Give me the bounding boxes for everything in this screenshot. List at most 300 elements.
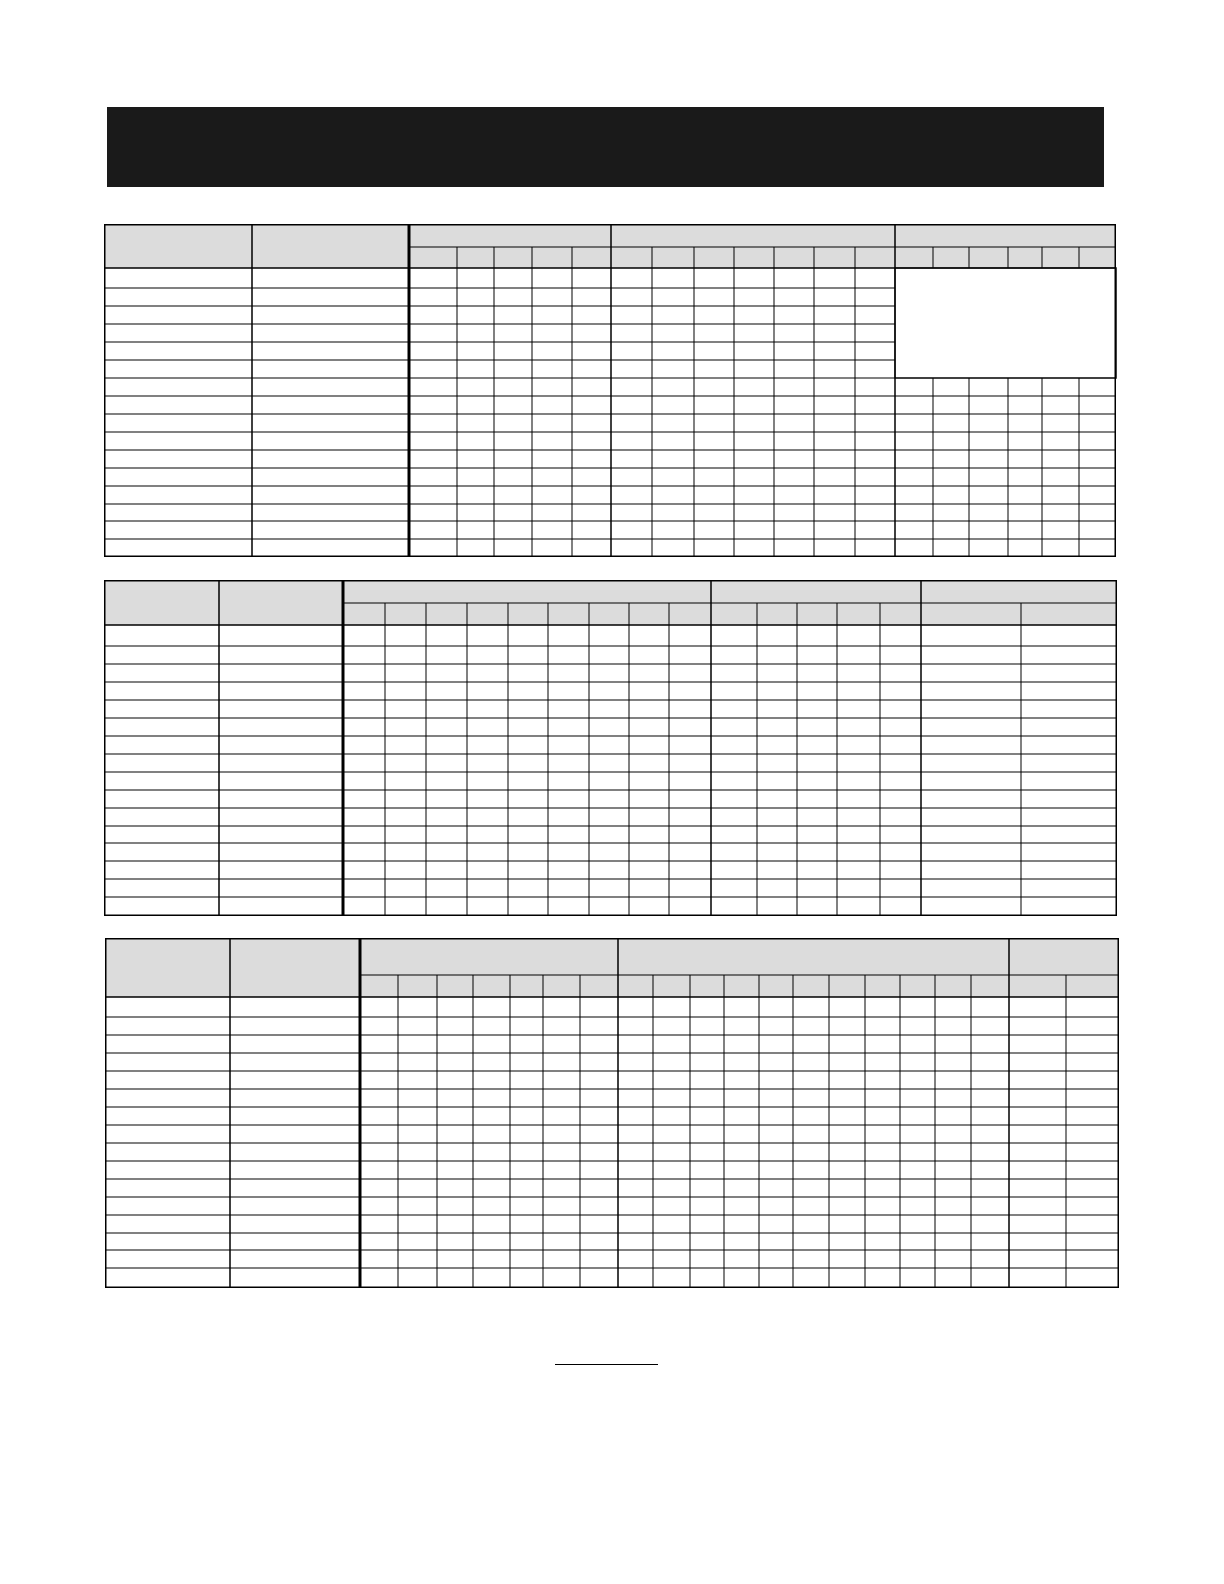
table-cell[interactable] <box>814 268 855 288</box>
table-cell[interactable] <box>409 288 457 306</box>
table-cell[interactable] <box>900 1268 935 1288</box>
table-cell[interactable] <box>360 997 398 1017</box>
table-cell[interactable] <box>343 625 385 646</box>
table-cell[interactable] <box>580 1197 618 1215</box>
table-cell[interactable] <box>724 1179 759 1197</box>
table-cell[interactable] <box>105 1268 230 1288</box>
table-cell[interactable] <box>759 1035 793 1053</box>
table-cell[interactable] <box>105 1161 230 1179</box>
table-cell[interactable] <box>797 718 837 736</box>
table-cell[interactable] <box>935 1233 971 1250</box>
table-cell[interactable] <box>711 843 757 861</box>
table-cell[interactable] <box>1009 1017 1066 1035</box>
table-cell[interactable] <box>343 826 385 843</box>
table-cell[interactable] <box>467 808 508 826</box>
table-cell[interactable] <box>473 1215 510 1233</box>
table-cell[interactable] <box>467 754 508 772</box>
table-cell[interactable] <box>837 879 880 897</box>
table-cell[interactable] <box>629 718 669 736</box>
table-cell[interactable] <box>426 790 467 808</box>
table-cell[interactable] <box>426 718 467 736</box>
table-cell[interactable] <box>252 486 409 504</box>
table-cell[interactable] <box>921 646 1021 664</box>
table-cell[interactable] <box>589 790 629 808</box>
table-cell[interactable] <box>510 1179 543 1197</box>
table-cell[interactable] <box>653 1053 690 1071</box>
table-cell[interactable] <box>1021 664 1117 682</box>
table-cell[interactable] <box>409 268 457 288</box>
table-cell[interactable] <box>793 1035 829 1053</box>
table-cell[interactable] <box>104 306 252 324</box>
table-cell[interactable] <box>814 486 855 504</box>
table-cell[interactable] <box>543 1035 580 1053</box>
table-cell[interactable] <box>759 1215 793 1233</box>
table-cell[interactable] <box>793 1268 829 1288</box>
table-cell[interactable] <box>572 288 611 306</box>
table-cell[interactable] <box>457 414 494 432</box>
table-cell[interactable] <box>690 1053 724 1071</box>
table-cell[interactable] <box>1009 1071 1066 1089</box>
table-cell[interactable] <box>589 843 629 861</box>
table-cell[interactable] <box>865 1250 900 1268</box>
table-cell[interactable] <box>398 1197 437 1215</box>
table-cell[interactable] <box>437 1071 473 1089</box>
table-cell[interactable] <box>360 1215 398 1233</box>
table-cell[interactable] <box>1042 486 1079 504</box>
table-cell[interactable] <box>694 450 734 468</box>
table-cell[interactable] <box>1009 1053 1066 1071</box>
table-cell[interactable] <box>252 324 409 342</box>
table-cell[interactable] <box>580 1035 618 1053</box>
table-cell[interactable] <box>360 1268 398 1288</box>
table-cell[interactable] <box>669 843 711 861</box>
table-cell[interactable] <box>104 790 219 808</box>
table-cell[interactable] <box>230 1179 360 1197</box>
table-cell[interactable] <box>969 504 1008 521</box>
table-cell[interactable] <box>971 1215 1009 1233</box>
table-cell[interactable] <box>343 682 385 700</box>
table-cell[interactable] <box>759 1125 793 1143</box>
table-cell[interactable] <box>230 1107 360 1125</box>
table-cell[interactable] <box>837 646 880 664</box>
table-cell[interactable] <box>793 1197 829 1215</box>
table-cell[interactable] <box>589 879 629 897</box>
table-cell[interactable] <box>933 504 969 521</box>
table-cell[interactable] <box>104 342 252 360</box>
table-cell[interactable] <box>1008 521 1042 539</box>
table-cell[interactable] <box>618 1233 653 1250</box>
table-cell[interactable] <box>969 539 1008 557</box>
table-cell[interactable] <box>734 414 774 432</box>
table-cell[interactable] <box>1021 897 1117 916</box>
table-cell[interactable] <box>360 1053 398 1071</box>
table-cell[interactable] <box>921 754 1021 772</box>
table-cell[interactable] <box>252 396 409 414</box>
table-cell[interactable] <box>1009 1250 1066 1268</box>
table-cell[interactable] <box>734 378 774 396</box>
table-cell[interactable] <box>895 378 933 396</box>
table-cell[interactable] <box>385 897 426 916</box>
table-cell[interactable] <box>473 1125 510 1143</box>
table-cell[interactable] <box>437 1035 473 1053</box>
table-cell[interactable] <box>473 1179 510 1197</box>
table-cell[interactable] <box>1008 432 1042 450</box>
table-cell[interactable] <box>935 1035 971 1053</box>
table-cell[interactable] <box>532 268 572 288</box>
table-cell[interactable] <box>219 808 343 826</box>
table-cell[interactable] <box>618 1107 653 1125</box>
table-cell[interactable] <box>589 808 629 826</box>
table-cell[interactable] <box>1009 1215 1066 1233</box>
table-cell[interactable] <box>473 1035 510 1053</box>
table-cell[interactable] <box>473 1233 510 1250</box>
table-cell[interactable] <box>105 1035 230 1053</box>
table-cell[interactable] <box>759 1250 793 1268</box>
table-cell[interactable] <box>757 664 797 682</box>
table-cell[interactable] <box>230 1125 360 1143</box>
table-cell[interactable] <box>510 1197 543 1215</box>
table-cell[interactable] <box>508 682 548 700</box>
table-cell[interactable] <box>1066 1250 1119 1268</box>
table-cell[interactable] <box>855 306 895 324</box>
table-cell[interactable] <box>252 306 409 324</box>
table-cell[interactable] <box>652 432 694 450</box>
table-cell[interactable] <box>837 861 880 879</box>
table-cell[interactable] <box>230 1071 360 1089</box>
table-cell[interactable] <box>793 1089 829 1107</box>
table-cell[interactable] <box>690 1089 724 1107</box>
table-cell[interactable] <box>900 1233 935 1250</box>
table-cell[interactable] <box>933 432 969 450</box>
table-cell[interactable] <box>971 1071 1009 1089</box>
table-cell[interactable] <box>629 664 669 682</box>
table-cell[interactable] <box>104 268 252 288</box>
table-cell[interactable] <box>690 1215 724 1233</box>
table-cell[interactable] <box>1009 1161 1066 1179</box>
table-cell[interactable] <box>426 772 467 790</box>
table-cell[interactable] <box>385 646 426 664</box>
table-cell[interactable] <box>971 1053 1009 1071</box>
table-cell[interactable] <box>437 997 473 1017</box>
table-cell[interactable] <box>1008 450 1042 468</box>
table-cell[interactable] <box>653 1107 690 1125</box>
table-cell[interactable] <box>104 861 219 879</box>
table-cell[interactable] <box>653 1143 690 1161</box>
table-cell[interactable] <box>734 504 774 521</box>
table-cell[interactable] <box>467 736 508 754</box>
table-cell[interactable] <box>895 504 933 521</box>
table-cell[interactable] <box>921 772 1021 790</box>
table-cell[interactable] <box>1066 1107 1119 1125</box>
table-cell[interactable] <box>694 268 734 288</box>
table-cell[interactable] <box>880 646 921 664</box>
table-cell[interactable] <box>921 790 1021 808</box>
table-cell[interactable] <box>971 1233 1009 1250</box>
table-cell[interactable] <box>426 826 467 843</box>
table-cell[interactable] <box>532 360 572 378</box>
table-cell[interactable] <box>653 1017 690 1035</box>
table-cell[interactable] <box>1066 1089 1119 1107</box>
table-cell[interactable] <box>694 360 734 378</box>
table-cell[interactable] <box>757 843 797 861</box>
table-cell[interactable] <box>510 1107 543 1125</box>
table-cell[interactable] <box>105 1215 230 1233</box>
table-cell[interactable] <box>669 826 711 843</box>
table-cell[interactable] <box>652 414 694 432</box>
table-cell[interactable] <box>757 790 797 808</box>
table-cell[interactable] <box>508 861 548 879</box>
table-cell[interactable] <box>473 1053 510 1071</box>
table-cell[interactable] <box>829 1179 865 1197</box>
table-cell[interactable] <box>724 1017 759 1035</box>
table-cell[interactable] <box>797 754 837 772</box>
table-cell[interactable] <box>935 1017 971 1035</box>
table-cell[interactable] <box>1021 736 1117 754</box>
table-cell[interactable] <box>880 772 921 790</box>
table-cell[interactable] <box>734 539 774 557</box>
table-cell[interactable] <box>1009 1197 1066 1215</box>
table-cell[interactable] <box>426 682 467 700</box>
table-cell[interactable] <box>385 808 426 826</box>
table-cell[interactable] <box>1009 1125 1066 1143</box>
table-cell[interactable] <box>385 826 426 843</box>
table-cell[interactable] <box>426 664 467 682</box>
table-cell[interactable] <box>219 826 343 843</box>
table-cell[interactable] <box>711 772 757 790</box>
table-cell[interactable] <box>548 682 589 700</box>
table-cell[interactable] <box>398 1268 437 1288</box>
table-cell[interactable] <box>837 843 880 861</box>
table-cell[interactable] <box>694 521 734 539</box>
table-cell[interactable] <box>880 625 921 646</box>
table-cell[interactable] <box>510 1215 543 1233</box>
table-cell[interactable] <box>580 1071 618 1089</box>
table-cell[interactable] <box>494 324 532 342</box>
table-cell[interactable] <box>933 450 969 468</box>
table-cell[interactable] <box>855 521 895 539</box>
table-cell[interactable] <box>219 861 343 879</box>
table-cell[interactable] <box>252 378 409 396</box>
table-cell[interactable] <box>548 718 589 736</box>
table-cell[interactable] <box>653 1161 690 1179</box>
table-cell[interactable] <box>360 1161 398 1179</box>
table-cell[interactable] <box>104 625 219 646</box>
table-cell[interactable] <box>935 1107 971 1125</box>
table-cell[interactable] <box>837 808 880 826</box>
table-cell[interactable] <box>757 736 797 754</box>
table-cell[interactable] <box>734 486 774 504</box>
table-cell[interactable] <box>652 504 694 521</box>
table-cell[interactable] <box>611 539 652 557</box>
table-cell[interactable] <box>1079 378 1116 396</box>
table-cell[interactable] <box>589 646 629 664</box>
table-cell[interactable] <box>971 1143 1009 1161</box>
table-cell[interactable] <box>694 306 734 324</box>
table-cell[interactable] <box>543 1071 580 1089</box>
table-cell[interactable] <box>532 504 572 521</box>
table-cell[interactable] <box>774 342 814 360</box>
table-cell[interactable] <box>343 754 385 772</box>
table-cell[interactable] <box>360 1143 398 1161</box>
table-cell[interactable] <box>473 997 510 1017</box>
table-cell[interactable] <box>971 1125 1009 1143</box>
table-cell[interactable] <box>494 539 532 557</box>
table-cell[interactable] <box>669 808 711 826</box>
table-cell[interactable] <box>814 306 855 324</box>
table-cell[interactable] <box>757 625 797 646</box>
table-cell[interactable] <box>837 718 880 736</box>
table-cell[interactable] <box>652 360 694 378</box>
table-cell[interactable] <box>933 468 969 486</box>
table-cell[interactable] <box>793 1125 829 1143</box>
table-cell[interactable] <box>933 539 969 557</box>
table-cell[interactable] <box>219 718 343 736</box>
table-cell[interactable] <box>1066 1179 1119 1197</box>
table-cell[interactable] <box>724 1233 759 1250</box>
table-cell[interactable] <box>793 1250 829 1268</box>
table-cell[interactable] <box>690 1071 724 1089</box>
table-cell[interactable] <box>711 808 757 826</box>
table-cell[interactable] <box>426 861 467 879</box>
table-cell[interactable] <box>814 360 855 378</box>
table-cell[interactable] <box>510 1089 543 1107</box>
table-cell[interactable] <box>230 1053 360 1071</box>
table-cell[interactable] <box>1009 1143 1066 1161</box>
table-cell[interactable] <box>829 1089 865 1107</box>
table-cell[interactable] <box>510 1250 543 1268</box>
table-cell[interactable] <box>900 997 935 1017</box>
table-cell[interactable] <box>1066 1161 1119 1179</box>
table-cell[interactable] <box>880 790 921 808</box>
table-cell[interactable] <box>548 861 589 879</box>
table-cell[interactable] <box>1021 754 1117 772</box>
table-cell[interactable] <box>921 736 1021 754</box>
table-cell[interactable] <box>757 772 797 790</box>
table-cell[interactable] <box>694 378 734 396</box>
table-cell[interactable] <box>572 468 611 486</box>
table-cell[interactable] <box>814 432 855 450</box>
table-cell[interactable] <box>457 468 494 486</box>
table-cell[interactable] <box>690 1107 724 1125</box>
table-cell[interactable] <box>711 646 757 664</box>
table-cell[interactable] <box>690 1233 724 1250</box>
table-cell[interactable] <box>797 861 837 879</box>
table-cell[interactable] <box>104 682 219 700</box>
table-cell[interactable] <box>793 997 829 1017</box>
table-cell[interactable] <box>734 450 774 468</box>
table-cell[interactable] <box>669 736 711 754</box>
table-cell[interactable] <box>473 1268 510 1288</box>
table-cell[interactable] <box>360 1107 398 1125</box>
table-cell[interactable] <box>1042 468 1079 486</box>
table-cell[interactable] <box>104 736 219 754</box>
table-cell[interactable] <box>510 1035 543 1053</box>
table-cell[interactable] <box>837 664 880 682</box>
table-cell[interactable] <box>494 486 532 504</box>
table-cell[interactable] <box>1021 879 1117 897</box>
table-cell[interactable] <box>793 1215 829 1233</box>
table-cell[interactable] <box>895 486 933 504</box>
table-cell[interactable] <box>457 396 494 414</box>
table-cell[interactable] <box>494 396 532 414</box>
table-cell[interactable] <box>532 539 572 557</box>
table-cell[interactable] <box>104 718 219 736</box>
table-cell[interactable] <box>793 1053 829 1071</box>
table-cell[interactable] <box>467 826 508 843</box>
table-cell[interactable] <box>895 539 933 557</box>
table-cell[interactable] <box>921 826 1021 843</box>
table-cell[interactable] <box>759 1233 793 1250</box>
table-cell[interactable] <box>409 432 457 450</box>
table-cell[interactable] <box>711 700 757 718</box>
table-cell[interactable] <box>437 1233 473 1250</box>
table-cell[interactable] <box>921 682 1021 700</box>
table-cell[interactable] <box>724 1250 759 1268</box>
table-cell[interactable] <box>589 682 629 700</box>
table-cell[interactable] <box>589 664 629 682</box>
table-cell[interactable] <box>652 324 694 342</box>
table-cell[interactable] <box>653 1071 690 1089</box>
table-cell[interactable] <box>1066 1125 1119 1143</box>
table-cell[interactable] <box>653 1268 690 1288</box>
table-cell[interactable] <box>611 360 652 378</box>
table-cell[interactable] <box>343 808 385 826</box>
table-cell[interactable] <box>855 360 895 378</box>
table-cell[interactable] <box>508 772 548 790</box>
table-cell[interactable] <box>694 324 734 342</box>
table-cell[interactable] <box>921 843 1021 861</box>
table-cell[interactable] <box>1079 450 1116 468</box>
table-cell[interactable] <box>1079 468 1116 486</box>
table-cell[interactable] <box>532 288 572 306</box>
table-cell[interactable] <box>230 1143 360 1161</box>
table-cell[interactable] <box>437 1089 473 1107</box>
table-cell[interactable] <box>104 754 219 772</box>
table-cell[interactable] <box>457 539 494 557</box>
table-cell[interactable] <box>895 468 933 486</box>
table-cell[interactable] <box>895 432 933 450</box>
table-cell[interactable] <box>855 539 895 557</box>
table-cell[interactable] <box>837 897 880 916</box>
table-cell[interactable] <box>230 1268 360 1288</box>
table-cell[interactable] <box>880 664 921 682</box>
table-cell[interactable] <box>829 1017 865 1035</box>
table-cell[interactable] <box>473 1107 510 1125</box>
table-cell[interactable] <box>618 1035 653 1053</box>
table-cell[interactable] <box>935 1179 971 1197</box>
table-cell[interactable] <box>837 790 880 808</box>
table-cell[interactable] <box>611 450 652 468</box>
table-cell[interactable] <box>104 432 252 450</box>
table-cell[interactable] <box>219 754 343 772</box>
table-cell[interactable] <box>774 504 814 521</box>
table-cell[interactable] <box>572 521 611 539</box>
table-cell[interactable] <box>759 1089 793 1107</box>
table-cell[interactable] <box>437 1268 473 1288</box>
table-cell[interactable] <box>774 306 814 324</box>
table-cell[interactable] <box>629 843 669 861</box>
table-cell[interactable] <box>724 1268 759 1288</box>
table-cell[interactable] <box>252 360 409 378</box>
table-cell[interactable] <box>1079 539 1116 557</box>
table-cell[interactable] <box>694 432 734 450</box>
table-cell[interactable] <box>900 1125 935 1143</box>
table-cell[interactable] <box>548 664 589 682</box>
table-cell[interactable] <box>105 1107 230 1125</box>
table-cell[interactable] <box>104 288 252 306</box>
table-cell[interactable] <box>757 861 797 879</box>
table-cell[interactable] <box>398 997 437 1017</box>
